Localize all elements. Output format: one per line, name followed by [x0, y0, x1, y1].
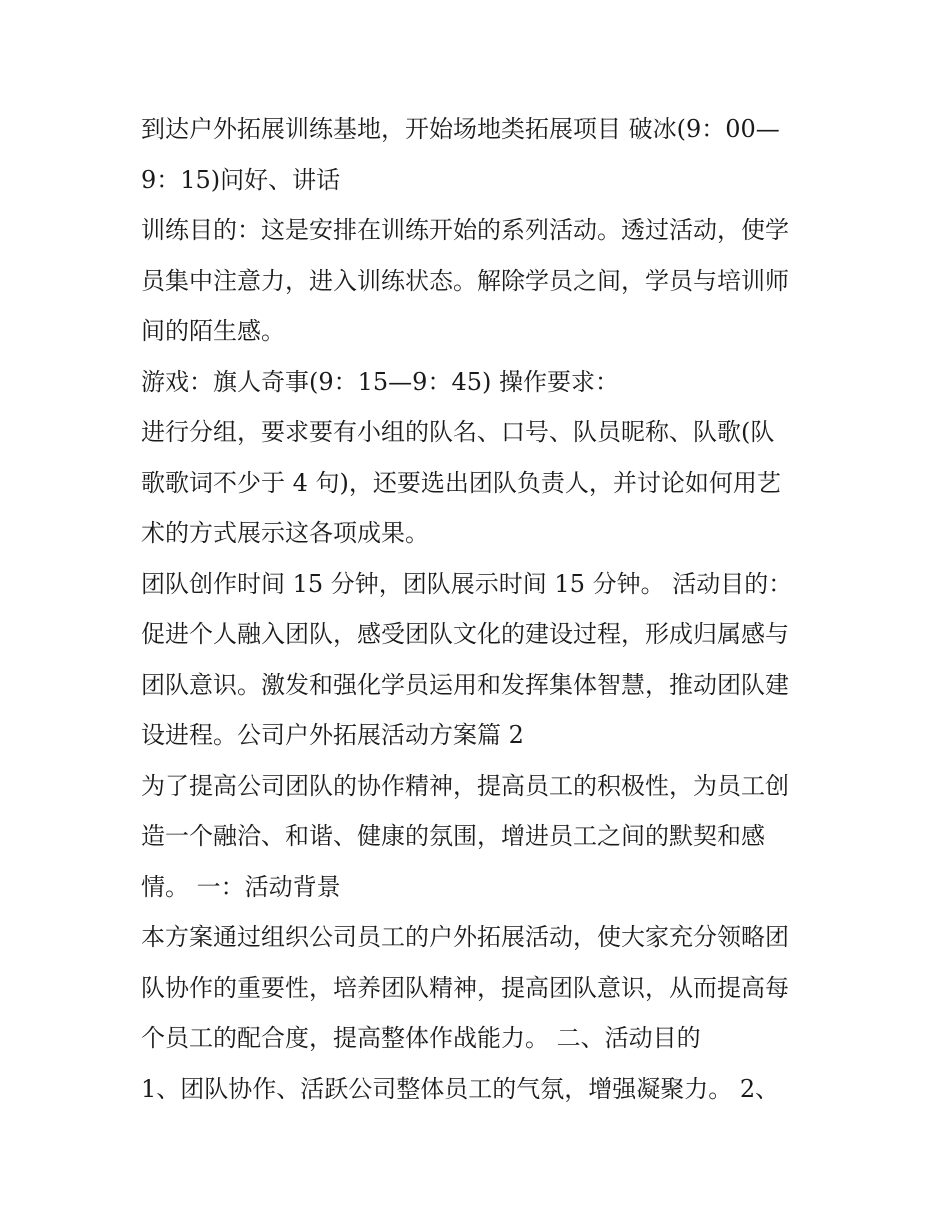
text-line: 1、团队协作、活跃公司整体员工的气氛，增强凝聚力。 2、 [141, 1074, 780, 1103]
document-body [141, 104, 821, 1114]
text-line: 为了提高公司团队的协作精神，提高员工的积极性，为员工创 [141, 771, 789, 800]
text-line: 到达户外拓展训练基地，开始场地类拓展项目 破冰(9：00— [141, 115, 780, 143]
text-line: 促进个人融入团队，感受团队文化的建设过程，形成归属感与 [141, 620, 789, 648]
text-line: 个员工的配合度，提高整体作战能力。 二、活动目的 [141, 1024, 701, 1052]
text-line: 术的方式展示这各项成果。 [141, 519, 429, 547]
text-line: 团队意识。激发和强化学员运用和发挥集体智慧，推动团队建 [141, 670, 789, 699]
text-line: 造一个融洽、和谐、健康的氛围，增进员工之间的默契和感 [141, 822, 765, 850]
text-line: 设进程。公司户外拓展活动方案篇 2 [141, 721, 524, 749]
text-line: 本方案通过组织公司员工的户外拓展活动，使大家充分领略团 [141, 923, 789, 951]
text-line: 游戏：旗人奇事(9：15—9：45) 操作要求： [141, 367, 619, 396]
text-line: 进行分组，要求要有小组的队名、口号、队员昵称、队歌(队 [141, 418, 775, 446]
text-line: 训练目的：这是安排在训练开始的系列活动。透过活动，使学 [141, 216, 789, 244]
text-line: 员集中注意力，进入训练状态。解除学员之间，学员与培训师 [141, 266, 789, 295]
text-line: 团队创作时间 15 分钟，团队展示时间 15 分钟。 活动目的： [141, 569, 793, 598]
text-line: 歌歌词不少于 4 句)，还要选出团队负责人，并讨论如何用艺 [141, 468, 781, 497]
text-line: 间的陌生感。 [141, 317, 285, 345]
text-line: 9：15)问好、讲话 [141, 165, 341, 194]
text-line: 情。 一：活动背景 [141, 872, 341, 901]
text-line: 队协作的重要性，培养团队精神，提高团队意识，从而提高每 [141, 973, 789, 1002]
